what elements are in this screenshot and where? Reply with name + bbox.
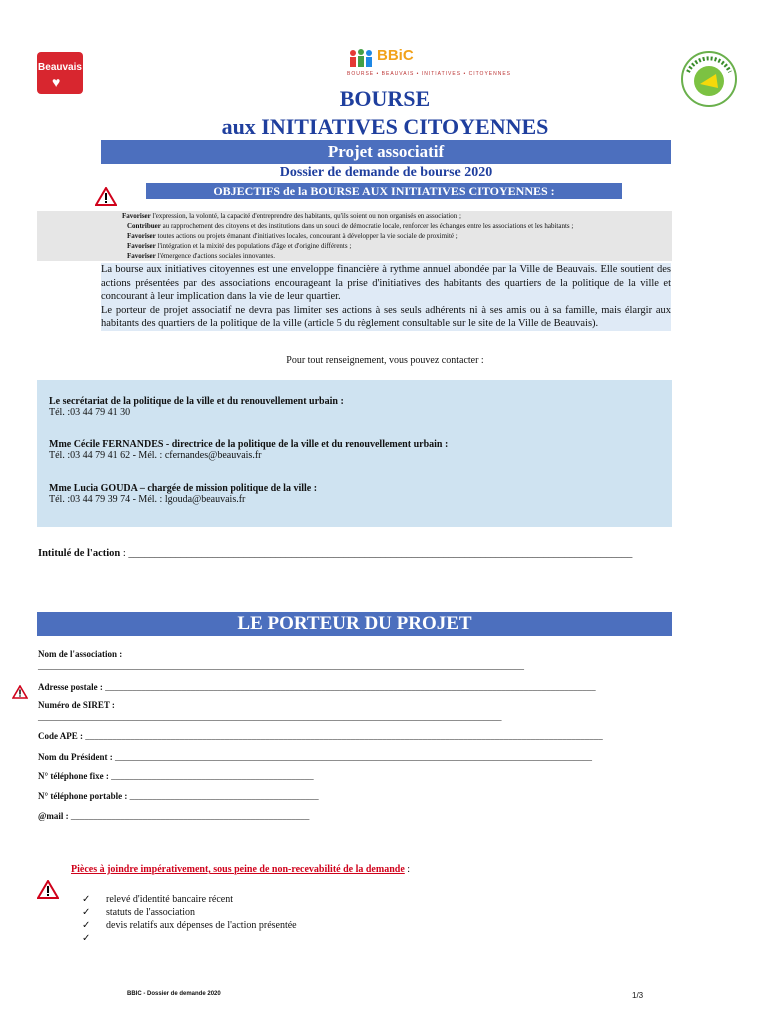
warning-icon	[95, 187, 117, 206]
mobile-field[interactable]	[38, 791, 319, 801]
association-name-field[interactable]	[38, 649, 122, 659]
contact-detail: Tél. :03 44 79 41 62 - Mél. : cfernandes@beauvais.fr	[49, 450, 262, 461]
list-item	[82, 906, 297, 919]
list-item-text: devis relatifs aux dépenses de l'action présentée	[106, 920, 297, 931]
objective-verb: Favoriser	[127, 242, 156, 250]
objective-item	[37, 231, 672, 241]
field-label: Nom du Président :	[38, 752, 113, 762]
checkmark-icon: ✓	[82, 894, 91, 905]
field-line[interactable]: _______________________________________________________________________________________________________	[38, 712, 502, 722]
field-label: N° téléphone portable :	[38, 791, 128, 801]
field-label: Code APE :	[38, 731, 83, 741]
siret-field[interactable]	[38, 700, 115, 710]
contact-intro: Pour tout renseignement, vous pouvez contacter :	[286, 355, 484, 366]
siret-line[interactable]	[38, 712, 502, 722]
action-title-label: Intitulé de l'action	[38, 548, 121, 559]
field-label: N° téléphone fixe :	[38, 771, 109, 781]
contacts-box	[37, 380, 672, 527]
bbic-logo-subtitle: BOURSE • BEAUVAIS • INITIATIVES • CITOYENNES	[347, 71, 511, 77]
checkmark-icon: ✓	[82, 907, 91, 918]
field-line[interactable]: ____________________________________________________________________________________________________________	[38, 661, 524, 671]
email-field[interactable]	[38, 811, 309, 821]
porteur-heading: LE PORTEUR DU PROJET	[37, 612, 672, 636]
checkmark-icon: ✓	[82, 933, 91, 944]
field-line[interactable]: _____________________________________________	[108, 771, 314, 781]
postal-address-field[interactable]	[38, 682, 596, 692]
objective-text: au rapprochement des citoyens et des institutions dans un souci de démocratie locale, renforcer les échanges entre les associations et les habitants ;	[160, 222, 574, 230]
contact-name: Mme Cécile FERNANDES - directrice de la politique de la ville et du renouvellement urbain :	[49, 439, 449, 450]
field-label: Numéro de SIRET :	[38, 700, 115, 710]
objective-text: toutes actions ou projets émanant d'initiatives locales, concourant à développer la vie sociale de proximité ;	[155, 232, 458, 240]
page-title-line1: BOURSE	[339, 86, 431, 111]
section-bar-projet: Projet associatif	[101, 140, 671, 164]
objective-item	[37, 241, 672, 251]
contact-item	[49, 483, 317, 505]
contact-detail: Tél. :03 44 79 39 74 - Mél. : lgouda@beauvais.fr	[49, 494, 246, 505]
warning-icon	[37, 880, 59, 899]
people-icon	[347, 47, 377, 71]
objective-verb: Contribuer	[127, 222, 161, 230]
pieces-heading-suffix: :	[404, 864, 411, 875]
page-number: 1/3	[632, 991, 644, 1000]
objective-item	[37, 251, 672, 261]
contact-name: Mme Lucia GOUDA – chargée de mission politique de la ville :	[49, 483, 318, 494]
checkmark-icon: ✓	[82, 920, 91, 931]
objective-text: l'expression, la volonté, la capacité d'entreprendre des habitants, qu'ils soient ou non organisés en association ;	[150, 212, 461, 220]
pieces-heading-text: Pièces à joindre impérativement, sous peine de non-recevabilité de la demande	[71, 864, 405, 875]
action-title-line[interactable]: : ________________________________________________________________________________________________	[120, 548, 633, 559]
objective-text: l'intégration et la mixité des populations d'âge et d'origine différents ;	[155, 242, 352, 250]
field-label: @mail :	[38, 811, 69, 821]
page-title-line2: aux INITIATIVES CITOYENNES	[221, 114, 549, 139]
bbic-logo	[347, 47, 511, 81]
field-label: Nom de l'association :	[38, 649, 123, 659]
field-line[interactable]: _____________________________________________________	[68, 811, 310, 821]
intro-paragraph-2: Le porteur de projet associatif ne devra pas limiter ses actions à ses seuls adhérents ni à ses amis ou à sa famille, mais élargir aux habitants des quartiers de la politique de la ville (article 5 du règlement consultable sur le site de la Ville de Beauvais).	[101, 304, 671, 329]
ape-code-field[interactable]	[38, 731, 603, 741]
field-line[interactable]: __________________________________________________________________________________________________________	[112, 752, 592, 762]
president-name-field[interactable]	[38, 752, 592, 762]
field-line[interactable]: ___________________________________________________________________________________________________________________	[83, 731, 603, 741]
heart-icon: ♥	[52, 74, 61, 90]
field-label: Adresse postale :	[38, 682, 103, 692]
field-line[interactable]: __________________________________________	[127, 791, 319, 801]
objectives-heading: OBJECTIFS de la BOURSE AUX INITIATIVES CITOYENNES :	[146, 183, 622, 199]
list-item	[82, 932, 297, 945]
footer-left: BBIC - Dossier de demande 2020	[127, 991, 221, 997]
field-line[interactable]: _____________________________________________________________________________________________________________	[102, 682, 596, 692]
intro-text	[101, 263, 671, 331]
contact-item	[49, 439, 448, 461]
contact-detail: Tél. :03 44 79 41 30	[49, 407, 131, 418]
list-item-text: relevé d'identité bancaire récent	[106, 894, 234, 905]
list-item	[82, 919, 297, 932]
objective-verb: Favoriser	[127, 252, 156, 260]
beauvais-logo-text: Beauvais	[38, 62, 82, 73]
objective-verb: Favoriser	[127, 232, 156, 240]
objective-text: l'émergence d'actions sociales innovantes.	[155, 252, 275, 260]
contact-item	[49, 396, 344, 418]
warning-icon	[12, 685, 28, 699]
objective-item	[37, 211, 672, 221]
landline-field[interactable]	[38, 771, 314, 781]
objective-verb: Favoriser	[122, 212, 151, 220]
list-item-text: statuts de l'association	[106, 907, 196, 918]
pieces-heading	[71, 864, 410, 875]
intro-paragraph-1: La bourse aux initiatives citoyennes est une enveloppe financière à rythme annuel abondée par la Ville de Beauvais. Elle soutient des actions présentées par des associations encourageant la prise d'initiatives des habitants des quartiers de la politique de la ville et concourant à leur implication dans la vie de leur quartier.	[101, 264, 671, 302]
pieces-list	[82, 893, 297, 945]
bbic-logo-name: BBiC	[377, 47, 414, 64]
contact-name: Le secrétariat de la politique de la ville et du renouvellement urbain :	[49, 396, 344, 407]
objectives-list	[37, 211, 672, 261]
subsection-dossier: Dossier de demande de bourse 2020	[101, 164, 671, 182]
list-item	[82, 893, 297, 906]
objective-item	[37, 221, 672, 231]
association-name-line[interactable]	[38, 661, 524, 671]
action-title-field[interactable]	[38, 548, 632, 559]
